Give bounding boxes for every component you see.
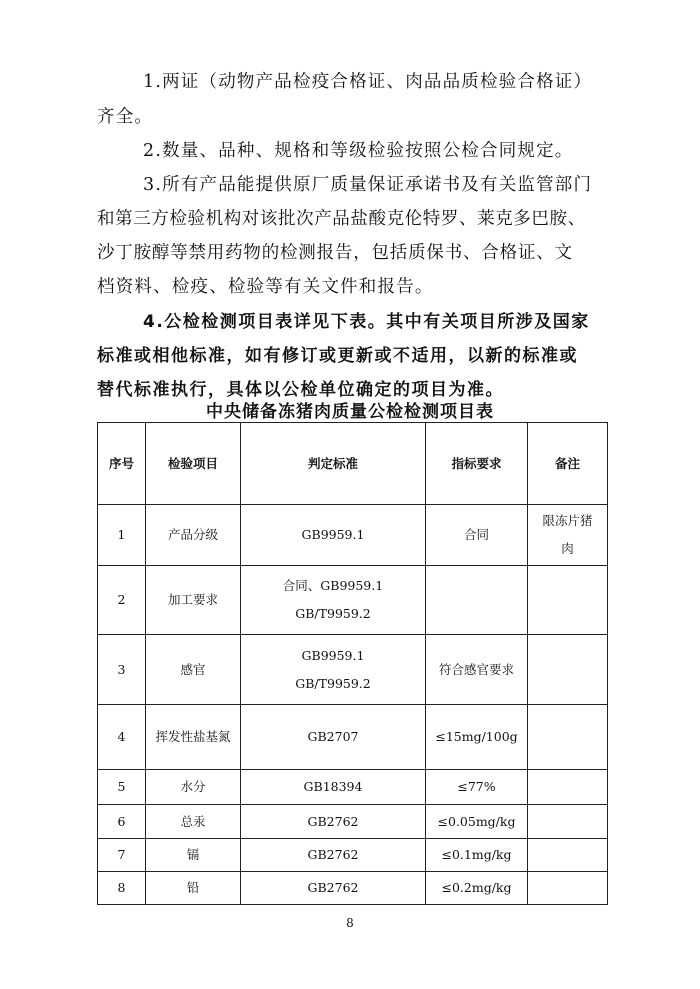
table-row (98, 770, 608, 805)
cell-item: 镉 (146, 839, 241, 872)
cell-note (528, 805, 608, 839)
table-row (98, 872, 608, 905)
cell-requirement: ≤0.1mg/kg (426, 839, 528, 872)
cell-requirement: 合同 (426, 505, 528, 566)
cell-standard (241, 566, 426, 635)
cell-item: 铅 (146, 872, 241, 905)
paragraph-line: 替代标准执行，具体以公检单位确定的项目为准。 (97, 380, 504, 400)
table-row (98, 705, 608, 770)
note-line: 限冻片猪 (542, 513, 593, 528)
cell-no: 3 (98, 635, 146, 705)
table-row (98, 505, 608, 566)
cell-no: 7 (98, 839, 146, 872)
cell-requirement: ≤0.05mg/kg (426, 805, 528, 839)
cell-requirement: ≤77% (426, 770, 528, 805)
paragraph-line: 3.所有产品能提供原厂质量保证承诺书及有关监管部门 (143, 175, 593, 195)
cell-no: 2 (98, 566, 146, 635)
paragraph-line: 沙丁胺醇等禁用药物的检测报告，包括质保书、合格证、文 (97, 243, 573, 263)
paragraph-line: 2.数量、品种、规格和等级检验按照公检合同规定。 (143, 141, 574, 161)
paragraph-line: 标准或相他标准，如有修订或更新或不适用，以新的标准或 (97, 346, 578, 366)
cell-item: 感官 (146, 635, 241, 705)
inspection-table (97, 422, 608, 905)
cell-item: 总汞 (146, 805, 241, 839)
cell-standard: GB2762 (241, 839, 426, 872)
cell-standard: GB18394 (241, 770, 426, 805)
cell-no: 8 (98, 872, 146, 905)
cell-note (528, 705, 608, 770)
header-item: 检验项目 (146, 423, 241, 505)
paragraph-line: 齐全。 (97, 107, 154, 127)
cell-item: 挥发性盐基氮 (146, 705, 241, 770)
cell-note (528, 505, 608, 566)
cell-no: 6 (98, 805, 146, 839)
standard-line: GB/T9959.2 (295, 606, 371, 621)
standard-line: GB/T9959.2 (295, 675, 371, 691)
cell-no: 4 (98, 705, 146, 770)
cell-standard: GB2707 (241, 705, 426, 770)
paragraph-line: 4.公检检测项目表详见下表。其中有关项目所涉及国家 (143, 312, 590, 332)
paragraph-line: 1.两证（动物产品检疫合格证、肉品品质检验合格证） (143, 72, 593, 92)
table-row (98, 839, 608, 872)
header-no: 序号 (98, 423, 146, 505)
cell-note (528, 839, 608, 872)
cell-no: 5 (98, 770, 146, 805)
table-row (98, 805, 608, 839)
table-header-row (98, 423, 608, 505)
table-row (98, 635, 608, 705)
cell-requirement: ≤0.2mg/kg (426, 872, 528, 905)
standard-line: GB9959.1 (301, 647, 365, 663)
cell-item: 加工要求 (146, 566, 241, 635)
table-row (98, 566, 608, 635)
cell-standard: GB2762 (241, 872, 426, 905)
cell-requirement (426, 566, 528, 635)
table-title: 中央储备冻猪肉质量公检检测项目表 (206, 402, 494, 422)
cell-note (528, 566, 608, 635)
cell-no: 1 (98, 505, 146, 566)
header-note: 备注 (528, 423, 608, 505)
standard-line: 合同、GB9959.1 (282, 578, 384, 593)
cell-standard (241, 635, 426, 705)
page-number: 8 (346, 916, 354, 930)
cell-note (528, 872, 608, 905)
cell-note (528, 770, 608, 805)
cell-requirement: ≤15mg/100g (426, 705, 528, 770)
header-requirement: 指标要求 (426, 423, 528, 505)
cell-note (528, 635, 608, 705)
header-standard: 判定标准 (241, 423, 426, 505)
paragraph-line: 档资料、检疫、检验等有关文件和报告。 (97, 277, 434, 297)
note-line: 肉 (561, 541, 574, 556)
cell-standard: GB2762 (241, 805, 426, 839)
cell-requirement: 符合感官要求 (426, 635, 528, 705)
cell-item: 产品分级 (146, 505, 241, 566)
cell-standard: GB9959.1 (241, 505, 426, 566)
paragraph-line: 和第三方检验机构对该批次产品盐酸克伦特罗、莱克多巴胺、 (97, 209, 586, 229)
cell-item: 水分 (146, 770, 241, 805)
